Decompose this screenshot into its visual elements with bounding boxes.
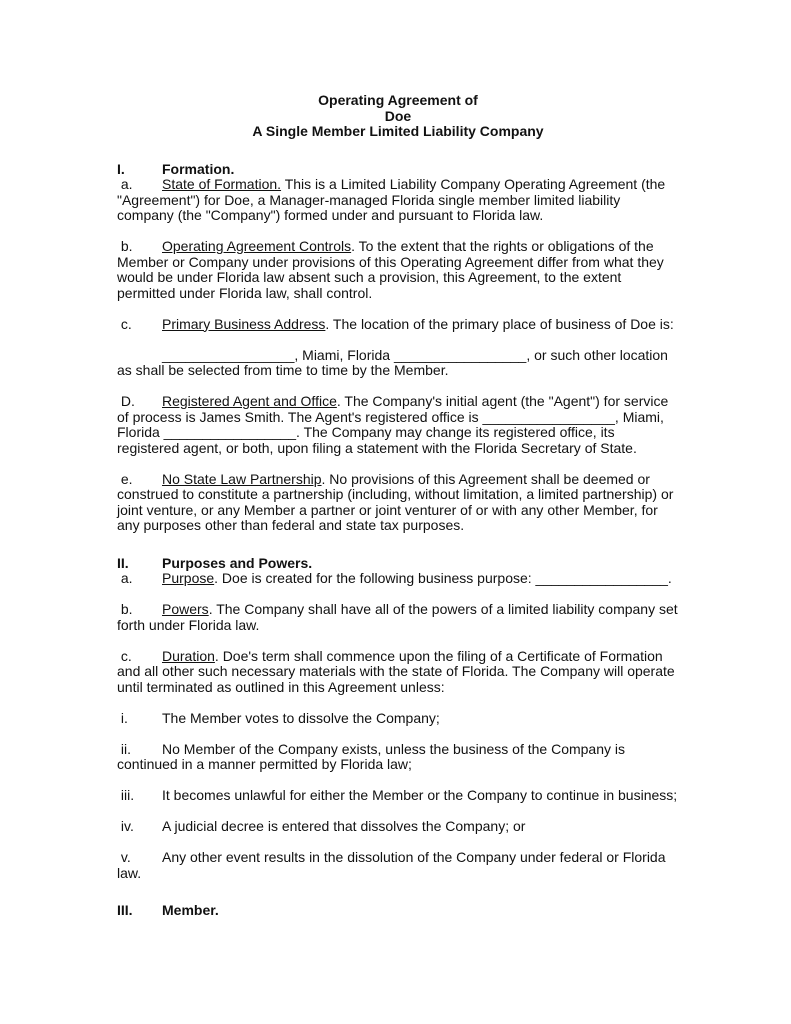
list-item-mark: iii. bbox=[117, 787, 135, 803]
clause-2b-mark: b. bbox=[117, 601, 133, 617]
list-item bbox=[117, 788, 679, 804]
list-item-text: A judicial decree is entered that dissolves the Company; or bbox=[162, 818, 526, 834]
address-blank-2: _________________ bbox=[393, 346, 527, 363]
section-3-number: III. bbox=[117, 902, 133, 918]
clause-1b-mark: b. bbox=[117, 238, 133, 254]
list-item-text: Any other event results in the dissolution of the Company under federal or Florida law. bbox=[117, 849, 666, 881]
clause-2c-text: . Doe's term shall commence upon the filing of a Certificate of Formation and all other such necessary materials with the state of Florida. The Company will operate until terminated as outlined in this Agreement unless: bbox=[117, 647, 675, 695]
clause-1d-label: Registered Agent and Office bbox=[162, 393, 337, 409]
section-1-number: I. bbox=[117, 160, 125, 177]
address-text-1: , Miami, Florida bbox=[294, 346, 394, 363]
section-3-title: Member. bbox=[162, 902, 219, 918]
document-body bbox=[117, 93, 679, 919]
clause-1d-text: . The Company's initial agent (the "Agent") for service of process is James Smith. The Agent's registered office is _________________, Miami, Florida _________________. The Company may change its registered office, its registered agent, or both, upon filing a statement with the Florida Secretary of State. bbox=[117, 393, 669, 456]
section-1-title: Formation. bbox=[162, 160, 235, 177]
clause-1e-mark: e. bbox=[117, 470, 133, 487]
address-text-2: , or such other location as shall be selected from time to time by the Member. bbox=[117, 346, 668, 378]
section-1-heading bbox=[117, 162, 679, 178]
section-2-title: Purposes and Powers. bbox=[162, 554, 313, 571]
clause-2a bbox=[117, 571, 679, 587]
list-item-text: It becomes unlawful for either the Member or the Company to continue in business; bbox=[162, 787, 678, 803]
title-line-1: Operating Agreement of bbox=[318, 92, 478, 108]
clause-1b-text: . To the extent that the rights or obligations of the Member or Company under provisions of this Operating Agreement differ from what they would be under Florida law absent such a provision, this Agreement, to the extent permitted under Florida law, shall control. bbox=[117, 238, 664, 301]
clause-1b bbox=[117, 239, 679, 301]
list-item bbox=[117, 850, 679, 881]
clause-1d-mark: D. bbox=[117, 393, 135, 409]
list-item-mark: v. bbox=[117, 849, 131, 865]
list-item-mark: iv. bbox=[117, 818, 134, 834]
list-item-text: The Member votes to dissolve the Company; bbox=[162, 709, 440, 726]
clause-1a bbox=[117, 177, 679, 224]
clause-1c-text: . The location of the primary place of business of Doe is: bbox=[325, 315, 674, 332]
clause-1a-label: State of Formation. bbox=[162, 176, 282, 192]
clause-2a-label: Purpose bbox=[162, 570, 215, 586]
clause-2b-label: Powers bbox=[162, 601, 209, 617]
clause-1d bbox=[117, 394, 679, 456]
list-item-mark: i. bbox=[117, 709, 128, 726]
clause-2c-mark: c. bbox=[117, 647, 132, 664]
clause-2b bbox=[117, 602, 679, 633]
clause-1e bbox=[117, 472, 679, 534]
clause-2a-text: . Doe is created for the following business purpose: _________________. bbox=[214, 570, 672, 586]
clause-1e-label: No State Law Partnership bbox=[162, 470, 322, 487]
clause-1e-text: . No provisions of this Agreement shall be deemed or construed to constitute a partnership (including, without limitation, a limited partnership) or joint venture, or any Member a partner or joint venturer of or with any other Member, for any purposes other than federal and state tax purposes. bbox=[117, 470, 674, 533]
list-item-text: No Member of the Company exists, unless the business of the Company is continued in a manner permitted by Florida law; bbox=[117, 740, 625, 772]
title-line-2: Doe bbox=[384, 107, 412, 124]
address-blank-1: _________________ bbox=[162, 346, 295, 363]
section-2-number: II. bbox=[117, 554, 129, 571]
list-item bbox=[117, 819, 679, 835]
list-item bbox=[117, 742, 679, 773]
address-paragraph bbox=[117, 348, 679, 379]
list-item-mark: ii. bbox=[117, 740, 131, 757]
section-2-heading bbox=[117, 556, 679, 572]
section-3-heading bbox=[117, 903, 679, 919]
clause-2a-mark: a. bbox=[117, 570, 133, 586]
clause-1c-label: Primary Business Address bbox=[162, 315, 326, 332]
clause-2b-text: . The Company shall have all of the powers of a limited liability company set forth under Florida law. bbox=[117, 601, 678, 633]
title-line-3: A Single Member Limited Liability Company bbox=[252, 123, 544, 139]
list-item bbox=[117, 711, 679, 727]
document-title bbox=[117, 93, 679, 140]
clause-1c-mark: c. bbox=[117, 315, 132, 332]
clause-1a-mark: a. bbox=[117, 176, 133, 192]
clause-2c-label: Duration bbox=[162, 647, 215, 664]
clause-1a-text: This is a Limited Liability Company Operating Agreement (the "Agreement") for Doe, a Manager-managed Florida single member limited liability company (the "Company") formed under and pursuant to Florida law. bbox=[117, 176, 666, 223]
clause-1b-label: Operating Agreement Controls bbox=[162, 238, 352, 254]
clause-1c bbox=[117, 317, 679, 333]
clause-2c bbox=[117, 649, 679, 696]
